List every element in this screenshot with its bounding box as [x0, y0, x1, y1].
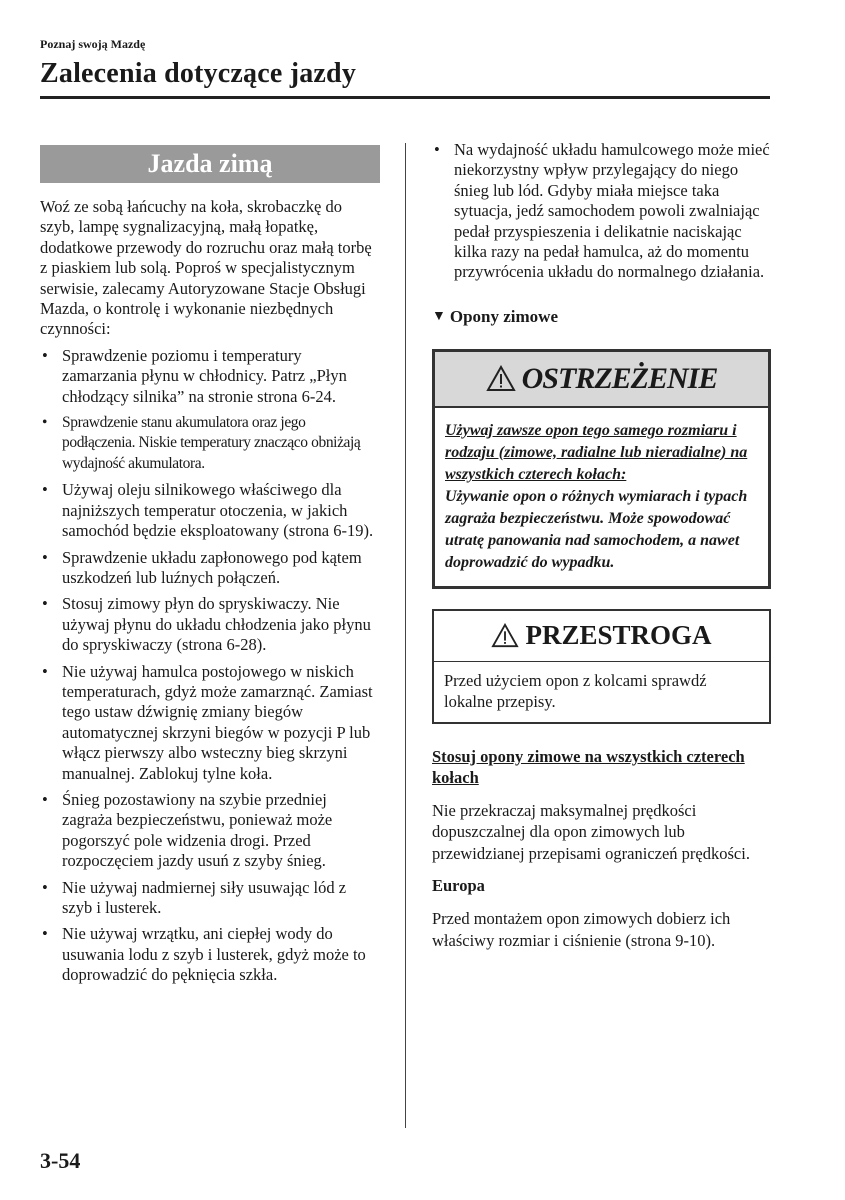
- list-item-text: Sprawdzenie poziomu i temperatury zamarzania płynu w chłodnicy. Patrz „Płyn chłodzący silnika” na stronie strona 6-24.: [62, 345, 347, 406]
- bullet-icon: •: [42, 547, 48, 567]
- list-item: [40, 878, 380, 919]
- list-item-text: Używaj oleju silnikowego właściwego dla najniższych temperatur otoczenia, w jakich samochód będzie eksploatowany (strona 6-19).: [62, 480, 374, 541]
- europe-heading: Europa: [432, 876, 485, 896]
- bullet-icon: •: [42, 414, 48, 432]
- speed-limit-paragraph: Nie przekraczaj maksymalnej prędkości dopuszczalnej dla opon zimowych lub przewidzianej przepisami ograniczeń prędkości.: [432, 800, 750, 863]
- warning-body: [435, 408, 768, 586]
- column-divider: [405, 143, 406, 1128]
- bullet-icon: •: [42, 345, 48, 365]
- list-item-text: Śnieg pozostawiony na szybie przedniej zagraża bezpieczeństwu, ponieważ może pogorszyć pole widzenia drogi. Przed rozpoczęciem jazdy usuń z szyby śnieg.: [62, 789, 333, 871]
- left-column: [40, 145, 380, 992]
- list-item: [40, 594, 380, 655]
- intro-paragraph: Woź ze sobą łańcuchy na koła, skrobaczkę do szyb, lampę sygnalizacyjną, małą łopatkę, dodatkowe przewody do rozruchu oraz małą torbę z piaskiem lub solą. Poproś w specjalistycznym serwisie, zalecamy Autoryzowane Stacje Obsługi Mazda, o kontrolę i wykonanie niezbędnych czynności:: [40, 197, 372, 339]
- bullet-icon: •: [42, 594, 48, 614]
- caution-box: [432, 609, 771, 724]
- caution-header: [434, 611, 769, 662]
- list-item: [40, 548, 380, 589]
- list-item: [40, 924, 380, 985]
- warning-text: Używanie opon o różnych wymiarach i typach zagraża bezpieczeństwu. Może spowodować utratę panowania nad samochodem, a nawet doprowadzić do wypadku.: [445, 487, 748, 571]
- list-item: [432, 140, 772, 283]
- bullet-icon: •: [42, 924, 48, 944]
- list-item: [40, 480, 380, 541]
- warning-header: [435, 352, 768, 408]
- warning-box: [432, 349, 771, 589]
- list-item: [40, 413, 380, 474]
- list-item-text: Nie używaj hamulca postojowego w niskich temperaturach, gdyż może zamarznąć. Zamiast tego ustaw dźwignię zmiany biegów automatycznej skrzyni biegów w pozycji P lub włącz pierwszy albo wsteczny bieg skrzyni manualnej. Zablokuj tylne koła.: [62, 661, 373, 783]
- list-item: [40, 662, 380, 784]
- warning-triangle-icon: [491, 623, 519, 648]
- section-title-bar: Jazda zimą: [40, 145, 380, 183]
- warning-underlined-text: Używaj zawsze opon tego samego rozmiaru i rodzaju (zimowe, radialne lub nieradialne) na wszystkich czterech kołach:: [445, 421, 748, 483]
- list-item-text: Sprawdzenie układu zapłonowego pod kątem uszkodzeń lub luźnych połączeń.: [62, 547, 362, 587]
- list-item-text: Na wydajność układu hamulcowego może mieć niekorzystny wpływ przylegający do niego śnieg lub lód. Gdyby miała miejsce taka sytuacja, jedź samochodem powoli zwalniając pedał przyspieszenia i delikatnie naciskając kilka razy na pedał hamulca, aż do momentu przywrócenia układu do normalnego działania.: [454, 140, 770, 282]
- bullet-icon: •: [42, 661, 48, 681]
- europe-paragraph: Przed montażem opon zimowych dobierz ich właściwy rozmiar i ciśnienie (strona 9-10).: [432, 909, 731, 950]
- list-item-text: Nie używaj wrzątku, ani ciepłej wody do usuwania lodu z szyb i lusterek, gdyż może to doprowadzić do pęknięcia szkła.: [62, 924, 366, 985]
- caution-text: Przed użyciem opon z kolcami sprawdź lokalne przepisy.: [444, 670, 707, 711]
- bullet-icon: •: [42, 789, 48, 809]
- bullet-icon: •: [434, 140, 440, 159]
- winter-tyres-heading: Stosuj opony zimowe na wszystkich czterech kołach: [432, 746, 745, 787]
- triangle-down-icon: ▼: [432, 308, 446, 324]
- bullet-icon: •: [42, 480, 48, 500]
- warning-triangle-icon: [486, 365, 516, 392]
- list-item: [40, 346, 380, 407]
- winter-checklist: [40, 346, 380, 986]
- bullet-icon: •: [42, 877, 48, 897]
- warning-title: OSTRZEŻENIE: [521, 361, 718, 395]
- list-item-text: Nie używaj nadmiernej siły usuwając lód z szyb i lusterek.: [62, 877, 347, 917]
- subsection-heading: [432, 307, 772, 327]
- list-item: [40, 790, 380, 872]
- subsection-heading-label: Opony zimowe: [449, 306, 558, 326]
- page-title: Zalecenia dotyczące jazdy: [40, 58, 357, 89]
- header-divider: [40, 96, 770, 99]
- header-section-label: Poznaj swoją Mazdę: [40, 37, 146, 51]
- list-item-text: Sprawdzenie stanu akumulatora oraz jego podłączenia. Niskie temperatury znacząco obniżają wydajność akumulatora.: [62, 414, 361, 472]
- page-number: 3-54: [40, 1148, 81, 1173]
- list-item-text: Stosuj zimowy płyn do spryskiwaczy. Nie używaj płynu do układu chłodzenia jako płynu do spryskiwaczy (strona 6-28).: [62, 594, 371, 655]
- caution-title: PRZESTROGA: [525, 620, 712, 651]
- right-column: [432, 140, 772, 951]
